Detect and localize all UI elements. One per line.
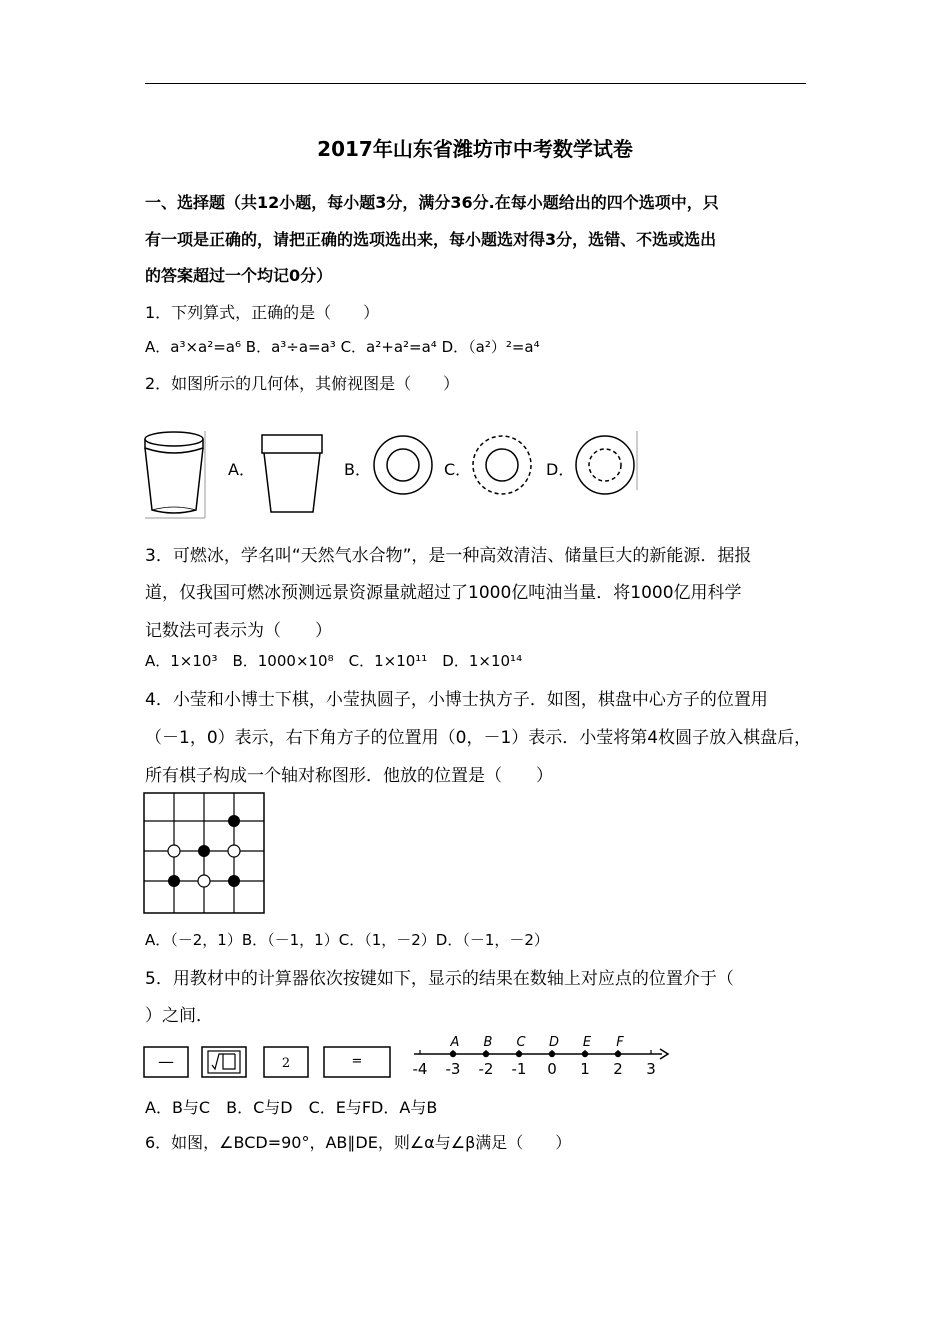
top-rule	[145, 83, 806, 84]
number-line-point	[549, 1051, 555, 1057]
go-board	[143, 792, 267, 916]
black-stone	[168, 875, 180, 887]
number-line	[410, 1030, 672, 1080]
option-d-view	[576, 436, 634, 494]
q4-options: A．（－2，1）B．（－1，1）C．（1，－2）D．（－1，－2）	[145, 931, 549, 949]
section-heading-line3: 的答案超过一个均记0分）	[145, 266, 333, 285]
paper-title: 2017年山东省潍坊市中考数学试卷	[317, 137, 633, 161]
q6-stem: 6．如图，∠BCD=90°，AB∥DE，则∠α与∠β满足（ ）	[145, 1133, 572, 1152]
number-line-point-label: B	[483, 1035, 493, 1050]
black-stone	[228, 815, 240, 827]
q5-line1: 5．用教材中的计算器依次按键如下，显示的结果在数轴上对应点的位置介于（	[145, 969, 734, 989]
option-b-view	[374, 436, 432, 494]
q4-line1: 4．小莹和小博士下棋，小莹执圆子，小博士执方子．如图，棋盘中心方子的位置用	[145, 690, 768, 710]
section-heading-line1: 一、选择题（共12小题，每小题3分，满分36分.在每小题给出的四个选项中，只	[145, 193, 719, 212]
number-line-tick-label: -4	[412, 1060, 428, 1078]
number-line-point	[450, 1051, 456, 1057]
calculator-keys	[142, 1045, 394, 1081]
white-stone	[228, 845, 240, 857]
number-line-point-label: A	[450, 1035, 460, 1050]
white-stone	[168, 845, 180, 857]
number-line-tick-label: -2	[478, 1060, 494, 1078]
q2-label-b: B．	[344, 460, 371, 479]
white-stone	[198, 875, 210, 887]
number-line-point-label: F	[616, 1035, 624, 1050]
q2-stem: 2．如图所示的几何体，其俯视图是（ ）	[145, 374, 460, 393]
q3-options: A．1×10³ B．1000×10⁸ C．1×10¹¹ D．1×10¹⁴	[145, 652, 523, 670]
section-heading-line2: 有一项是正确的，请把正确的选项选出来，每小题选对得3分，选错、不选或选出	[145, 230, 717, 249]
number-line-point	[582, 1051, 588, 1057]
number-line-tick-label: 0	[547, 1060, 557, 1078]
q3-line2: 道，仅我国可燃冰预测远景资源量就超过了1000亿吨油当量．将1000亿用科学	[145, 583, 742, 603]
q2-label-d: D．	[546, 460, 575, 479]
number-line-tick-label: -1	[511, 1060, 527, 1078]
two-key-label: 2	[281, 1056, 291, 1071]
q5-line2: ）之间．	[145, 1006, 213, 1026]
number-line-point	[615, 1051, 621, 1057]
q4-line3: 所有棋子构成一个轴对称图形．他放的位置是（ ）	[145, 766, 553, 786]
q2-label-a: A．	[228, 460, 255, 479]
sqrt-icon	[212, 1054, 235, 1069]
q3-line3: 记数法可表示为（ ）	[145, 621, 332, 641]
q3-line1: 3．可燃冰，学名叫“天然气水合物”，是一种高效清洁、储量巨大的新能源．据报	[145, 546, 752, 566]
option-c-view	[473, 436, 531, 494]
number-line-point-label: C	[516, 1035, 526, 1050]
q1-stem: 1．下列算式，正确的是（ ）	[145, 303, 380, 322]
number-line-point-label: D	[548, 1035, 560, 1050]
black-stone	[198, 845, 210, 857]
q2-label-c: C．	[444, 460, 472, 479]
number-line-tick-label: 3	[646, 1060, 656, 1078]
number-line-point	[516, 1051, 522, 1057]
q4-line2: （－1，0）表示，右下角方子的位置用（0，－1）表示．小莹将第4枚圆子放入棋盘后，	[145, 728, 812, 748]
number-line-tick-label: 2	[613, 1060, 623, 1078]
number-line-tick-label: 1	[580, 1060, 590, 1078]
number-line-tick-label: -3	[445, 1060, 461, 1078]
number-line-point	[483, 1051, 489, 1057]
option-a-view	[262, 435, 322, 512]
number-line-point-label: E	[582, 1035, 592, 1050]
equals-key-label: =	[351, 1054, 363, 1069]
q5-options: A．B与C B．C与D C．E与FD．A与B	[145, 1098, 438, 1117]
minus-key-label: —	[158, 1052, 174, 1071]
black-stone	[228, 875, 240, 887]
cup-solid-image	[145, 432, 203, 513]
q1-options: A．a³×a²=a⁶ B．a³÷a=a³ C．a²+a²=a⁴ D．（a²）²=a⁴	[145, 338, 540, 356]
